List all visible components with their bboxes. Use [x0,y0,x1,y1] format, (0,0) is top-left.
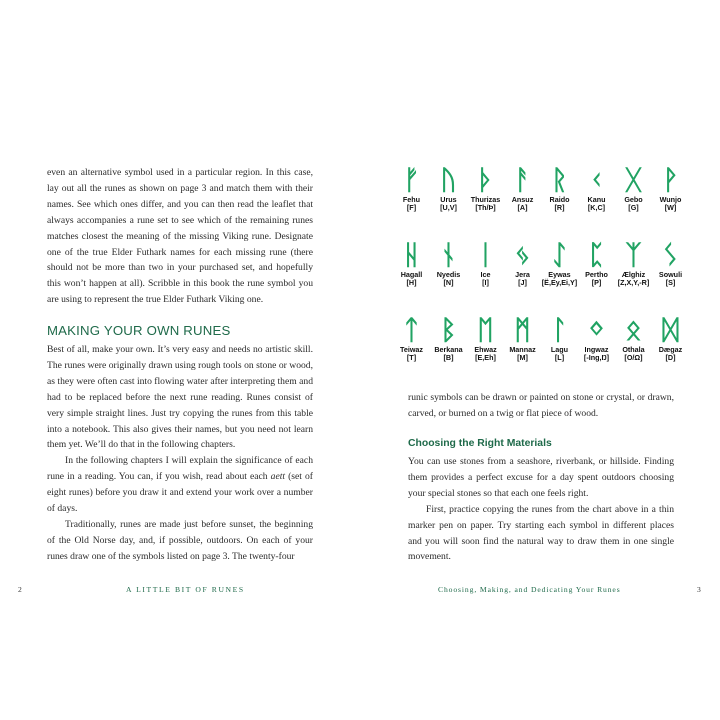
rune-name: Hagall [400,270,423,279]
rune-sowuli [652,241,689,287]
rune-name: Ansuz [511,195,534,204]
rune-name: Lagu [550,345,569,354]
rune-berkana [430,316,467,362]
rune-sound: [O/Ω] [624,353,643,362]
rune-hagall [393,241,430,287]
rune-name: Sowuli [658,270,683,279]
rune-glyph: ᚱ [551,165,568,196]
rune-name: Pertho [585,270,608,279]
rune-glyph: ᛏ [403,315,420,346]
rune-name: Ice [480,270,491,279]
text-run: In the following chapters I will explain the significance of each rune in a reading. You can, if you wish, read about each [47,455,313,483]
rune-glyph: ᛉ [625,240,642,271]
paragraph [47,453,313,517]
rune-sound: [G] [628,203,639,212]
rune-ice [467,241,504,287]
rune-sound: [Th/Þ] [475,203,496,212]
rune-teiwaz [393,316,430,362]
rune-name: Othala [622,345,645,354]
rune-fehu [393,166,430,212]
rune-name: Ehwaz [474,345,497,354]
rune-glyph: ᚨ [514,165,531,196]
rune-ansuz [504,166,541,212]
rune-glyph: ᚦ [477,165,494,196]
rune-glyph: ᚾ [440,240,457,271]
right-top-paragraph [408,390,674,422]
page-number: 3 [697,585,701,594]
rune-name: Thurizas [470,195,501,204]
italic-term: aett [270,471,286,483]
subsection-heading: Choosing the Right Materials [408,438,552,449]
rune-dgaz [652,316,689,362]
rune-sound: [Ë,Ey,Ei,Y] [541,278,578,287]
rune-glyph: ᚲ [588,165,605,196]
rune-sound: [R] [554,203,565,212]
rune-glyph: ᛟ [625,315,642,346]
rune-name: Ingwaz [584,345,609,354]
rune-sound: [A] [517,203,528,212]
rune-nyedis [430,241,467,287]
rune-sound: [U,V] [440,203,457,212]
rune-sound: [M] [517,353,528,362]
paragraph: Traditionally, runes are made just before sunset, the beginning of the Old Norse day, and, if possible, outdoors. On each of your runes draw one of the symbols listed on page 3. The twenty-four [47,518,313,562]
rune-glyph: ᛜ [588,315,605,346]
rune-sound: [N] [443,278,454,287]
rune-sound: [E,Eh] [475,353,496,362]
rune-glyph: ᚹ [662,165,679,196]
running-footer: A LITTLE BIT OF RUNES [126,585,245,594]
rune-glyph: ᛚ [551,315,568,346]
rune-sound: [I] [482,278,489,287]
rune-lghiz [615,241,652,287]
paragraph: runic symbols can be drawn or painted on stone or crystal, or drawn, carved, or burned on a twig or flat piece of wood. [408,392,674,419]
rune-sound: [T] [406,353,417,362]
rune-sound: [-Ing,Ŋ] [583,353,610,362]
rune-glyph: ᚷ [625,165,642,196]
paragraph: even an alternative symbol used in a particular region. In this case, lay out all the runes as shown on page 3 and match them with their names. See which ones differ, and you can then read the leaflet that always accompanies a rune set to see which of the remaining runes matches closest the meaning of the missing Viking rune. Designate one of the true Elder Futhark names for each missing rune (there should not be more than two in your purchased set, and hopefully this won’t happen at all). Scribble in this book the rune symbol you are using to represent the true Elder Futhark Viking one. [47,167,313,306]
rune-thurizas [467,166,504,212]
rune-urus [430,166,467,212]
rune-raido [541,166,578,212]
rune-glyph: ᛒ [440,315,457,346]
rune-glyph: ᛗ [514,315,531,346]
rune-kanu [578,166,615,212]
rune-sound: [K,C] [587,203,606,212]
rune-name: Wunjo [659,195,682,204]
rune-glyph: ᛞ [662,315,679,346]
text-run: (set of eight runes) before you draw it and extend your work over a number of days. [47,471,313,515]
rune-name: Teiwaz [399,345,424,354]
rune-pertho [578,241,615,287]
rune-ehwaz [467,316,504,362]
rune-ingwaz [578,316,615,362]
rune-sound: [D] [665,353,676,362]
paragraph: Best of all, make your own. It’s very easy and needs no artistic skill. The runes were originally drawn using rough tools on stone or wood, as they were often cast into flowing water after interpreting them and had to be replaced before the next rune reading. Runes consist of very simple straight lines. Just try copying the runes from this table into a notebook. This also gives their names, but you need not learn them yet. We’ll do that in the following chapters. [47,344,313,451]
paragraph: First, practice copying the runes from the chart above in a thin marker pen on paper. Try starting each symbol in different places and you will soon find the natural way to draw them in one single movement. [408,503,674,563]
rune-sound: [B] [443,353,454,362]
rune-name: Dægaz [658,345,683,354]
rune-sound: [J] [518,278,527,287]
rune-sound: [S] [665,278,676,287]
rune-lagu [541,316,578,362]
rune-name: Gebo [624,195,643,204]
rune-name: Eywas [548,270,571,279]
left-top-paragraph [47,165,313,308]
paragraph: You can use stones from a seashore, riverbank, or hillside. Finding them provides a perfect excuse for a day spent outdoors choosing your special stones so that each one feels right. [408,456,674,499]
rune-name: Raido [549,195,570,204]
rune-name: Mannaz [509,345,536,354]
rune-glyph: ᚢ [440,165,457,196]
rune-glyph: ᛃ [514,240,531,271]
rune-name: Nyedis [436,270,461,279]
rune-glyph: ᛁ [477,240,494,271]
rune-glyph: ᛇ [551,240,568,271]
left-body-text [47,342,313,565]
page-number: 2 [18,585,22,594]
rune-wunjo [652,166,689,212]
rune-othala [615,316,652,362]
rune-glyph: ᛊ [662,240,679,271]
rune-jera [504,241,541,287]
right-body-text [408,454,674,565]
rune-name: Kanu [587,195,606,204]
rune-glyph: ᛖ [477,315,494,346]
rune-eywas [541,241,578,287]
rune-gebo [615,166,652,212]
rune-name: Jera [515,270,530,279]
rune-sound: [Z,X,Y,-R] [617,278,650,287]
rune-sound: [H] [406,278,417,287]
rune-sound: [F] [406,203,417,212]
rune-sound: [P] [591,278,602,287]
rune-name: Fehu [402,195,421,204]
rune-name: Berkana [434,345,463,354]
rune-name: Ælghiz [621,270,646,279]
rune-glyph: ᚠ [403,165,420,196]
rune-mannaz [504,316,541,362]
rune-chart [393,166,689,366]
section-heading: MAKING YOUR OWN RUNES [47,323,231,338]
rune-sound: [W] [664,203,677,212]
running-footer: Choosing, Making, and Dedicating Your Runes [438,585,621,594]
rune-sound: [L] [554,353,565,362]
rune-name: Urus [440,195,457,204]
rune-glyph: ᚺ [403,240,420,271]
rune-glyph: ᛈ [588,240,605,271]
